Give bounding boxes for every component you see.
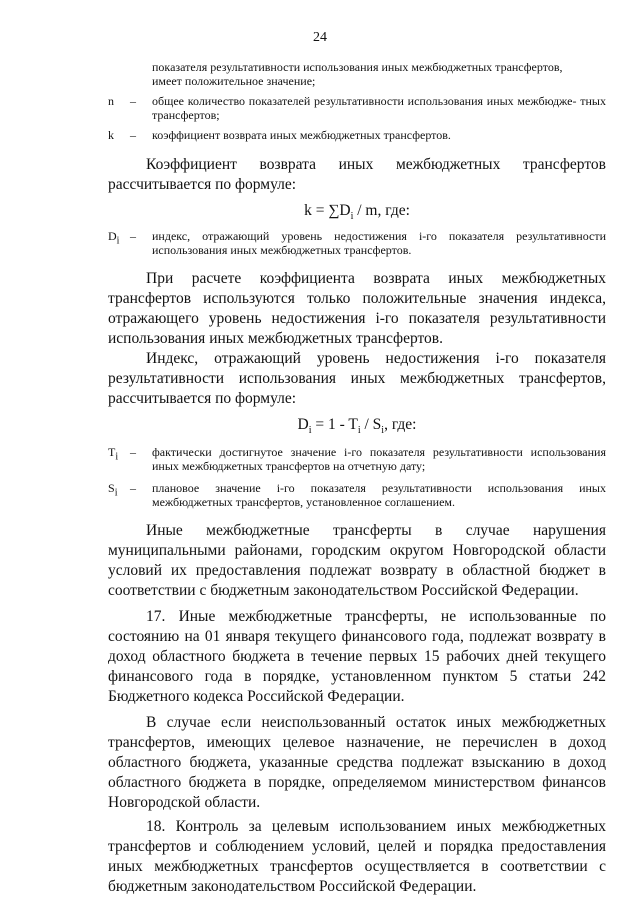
- formula-k: [108, 201, 606, 221]
- coefficient-paragraph-line-2: рассчитывается по формуле:: [108, 176, 297, 193]
- definition-text: индекс, отражающий уровень недостижения i-го показателя результативности использования иных межбюджетных трансфертов.: [152, 229, 606, 257]
- clause-18-paragraph: 18. Контроль за целевым использованием иных межбюджетных трансфертов и соблюдением условий, целей и порядка предоставления иных межбюджетных трансфертов осуществляется в соответствии с бюджетным законодательством Российской Федерации.: [108, 818, 606, 895]
- index-paragraph-line-1: Индекс, отражающий уровень недостижения i-го показателя: [146, 350, 606, 367]
- formula-k-main: k = ∑D: [304, 202, 351, 219]
- definition-n: [108, 94, 606, 122]
- continuation-line-1: показателя результативности использования иных межбюджетных трансфертов,: [152, 60, 563, 74]
- definition-Ti: [108, 445, 606, 473]
- definition-symbol: k: [108, 128, 114, 142]
- definition-symbol: $D_i$: [108, 229, 120, 247]
- positive-values-paragraph: При расчете коэффициента возврата иных межбюджетных трансфертов используются только положительные значения индекса, отражающего уровень недостижения i-го показателя результативности использования иных межбюджетных трансфертов.: [108, 270, 606, 347]
- formula-d: $D_i = 1 - T_i / S_i$, где:: [297, 416, 417, 437]
- definition-dash: –: [130, 128, 136, 142]
- definition-dash: –: [130, 481, 136, 495]
- definition-Si: [108, 481, 606, 509]
- violation-paragraph: Иные межбюджетные трансферты в случае нарушения муниципальными районами, городским округом Новгородской области условий их предоставления подлежат возврату в областной бюджет в соответствии с бюджетным законодательством Российской Федерации.: [108, 522, 606, 599]
- formula-k-tail: / m, где:: [353, 202, 410, 219]
- index-paragraph-line-2: результативности использования иных межбюджетных трансфертов,: [108, 370, 606, 387]
- definition-symbol: $T_i$: [108, 445, 119, 463]
- index-paragraph-line-3: рассчитывается по формуле:: [108, 390, 297, 407]
- document-body: [108, 58, 606, 897]
- definition-symbol: $S_i$: [108, 481, 118, 499]
- clause-17-paragraph: 17. Иные межбюджетные трансферты, не использованные по состоянию на 01 января текущего финансового года, подлежат возврату в доход областного бюджета в течение первых 15 рабочих дней текущего финансового года в порядке, установленном пунктом 5 статьи 242 Бюджетного кодекса Российской Федерации.: [108, 608, 606, 705]
- coefficient-paragraph-line-1: Коэффициент возврата иных межбюджетных трансфертов: [146, 156, 606, 173]
- unused-balance-paragraph: В случае если неиспользованный остаток иных межбюджетных трансфертов, имеющих целевое назначение, не перечислен в доход областного бюджета, указанные средства подлежат взысканию в доход областного бюджета в порядке, определяемом министерством финансов Новгородской области.: [108, 714, 606, 811]
- definition-text: фактически достигнутое значение i-го показателя результативности использования иных межбюджетных трансфертов на отчетную дату;: [152, 445, 606, 473]
- definition-Di: [108, 229, 606, 257]
- definition-text: коэффициент возврата иных межбюджетных трансфертов.: [152, 128, 451, 142]
- formula-k-sub: i: [350, 211, 354, 223]
- definition-k: [108, 128, 606, 142]
- definition-dash: –: [130, 445, 136, 459]
- definition-text: общее количество показателей результативности использования иных межбюдже- тных трансфертов;: [152, 94, 606, 122]
- continuation-line-2: имеет положительное значение;: [152, 74, 316, 88]
- definition-text: плановое значение i-го показателя результативности использования иных межбюджетных трансфертов, установленное соглашением.: [152, 481, 606, 509]
- definition-dash: –: [130, 94, 136, 108]
- definition-continuation: [108, 60, 606, 88]
- definition-symbol: n: [108, 94, 114, 108]
- definition-dash: –: [130, 229, 136, 243]
- page-number: 24: [313, 30, 327, 45]
